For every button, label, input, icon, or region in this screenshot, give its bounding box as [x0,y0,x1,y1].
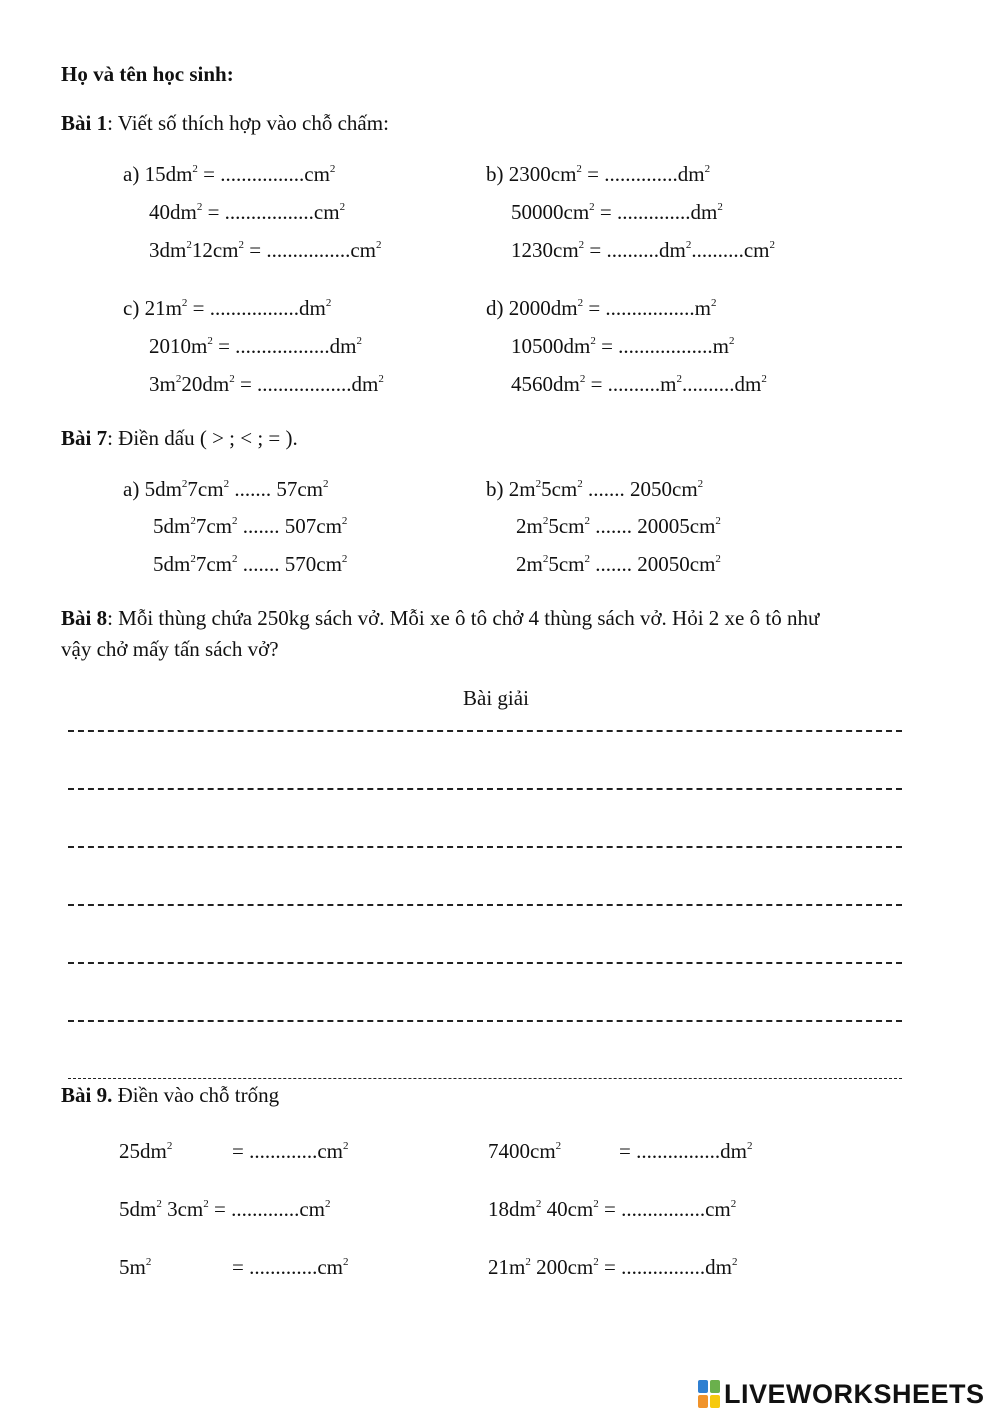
ex7-b2: $2m^25cm^2$ ....... $20005cm^2$ [516,514,721,538]
ex9-r1-req: = $................dm^2$ [619,1139,753,1163]
ex1-a2: $40dm^2 = .................cm^2$ [149,200,346,224]
solution-heading: Bài giải [463,686,529,710]
ex1-d3: $4560dm^2 = ..........m^2..........dm^2$ [511,372,767,396]
ex1-d1: d) $2000dm^2 = .................m^2$ [486,296,717,320]
logo-tile-green [710,1380,720,1393]
ex9-r3-rhs: $21m^2$ $200cm^2 = ................dm^2$ [488,1255,738,1279]
ex1-d2: $10500dm^2 = ..................m^2$ [511,334,735,358]
answer-line[interactable] [68,962,902,964]
answer-line[interactable] [68,846,902,848]
answer-line[interactable] [68,1020,902,1022]
ex1-b3: $1230cm^2 = ..........dm^2..........cm^2$ [511,238,775,262]
logo-tile-orange [698,1395,708,1408]
ex9-r1-eq: = $.............cm^2$ [232,1139,349,1163]
logo-tile-blue [698,1380,708,1393]
ex1-b1: b) $2300cm^2 = ..............dm^2$ [486,162,711,186]
ex7-b3: $2m^25cm^2$ ....... $20050cm^2$ [516,552,721,576]
ex1-c1: c) $21m^2 = .................dm^2$ [123,296,332,320]
brand-name: LIVEWORKSHEETS [724,1378,985,1409]
exercise-7-title: Bài 7: Điền dấu ( > ; < ; = ). [61,426,298,450]
answer-line[interactable] [68,730,902,732]
ex1-c2: $2010m^2 = ..................dm^2$ [149,334,363,358]
liveworksheets-logo[interactable] [698,1378,985,1410]
ex7-a2: $5dm^27cm^2$ ....... $507cm^2$ [153,514,348,538]
ex7-a3: $5dm^27cm^2$ ....... $570cm^2$ [153,552,348,576]
ex9-r3-eq: = $.............cm^2$ [232,1255,349,1279]
ex9-r1-rhs: $7400cm^2$ [488,1139,562,1163]
ex1-a1: a) $15dm^2 = ................cm^2$ [123,162,336,186]
ex1-c3: $3m^220dm^2 = ..................dm^2$ [149,372,384,396]
logo-tile-yellow [710,1395,720,1408]
liveworksheets-logo-icon [698,1380,720,1408]
ex9-r2-lhs: $5dm^2$ $3cm^2 = .............cm^2$ [119,1197,331,1221]
answer-line[interactable] [68,1078,902,1079]
ex1-b2: $50000cm^2 = ..............dm^2$ [511,200,723,224]
ex9-r2-rhs: $18dm^2$ $40cm^2 = ................cm^2$ [488,1197,737,1221]
ex9-r3-lhs: $5m^2$ [119,1255,152,1279]
ex7-b1: b) $2m^25cm^2$ ....... $2050cm^2$ [486,477,704,501]
ex1-a3: $3dm^212cm^2 = ................cm^2$ [149,238,382,262]
student-name-label: Họ và tên học sinh: [61,62,234,86]
answer-line[interactable] [68,788,902,790]
answer-line[interactable] [68,904,902,906]
ex9-r1-lhs: $25dm^2$ [119,1139,173,1163]
exercise-8-text-line2: vậy chở mấy tấn sách vở? [61,637,279,661]
exercise-8-text-line1: Bài 8: Mỗi thùng chứa 250kg sách vở. Mỗi xe ô tô chở 4 thùng sách vở. Hỏi 2 xe ô tô như [61,606,820,630]
exercise-1-title: Bài 1: Viết số thích hợp vào chỗ chấm: [61,111,389,135]
exercise-9-title: Bài 9. Điền vào chỗ trống [61,1083,280,1107]
ex7-a1: a) $5dm^27cm^2$ ....... $57cm^2$ [123,477,329,501]
